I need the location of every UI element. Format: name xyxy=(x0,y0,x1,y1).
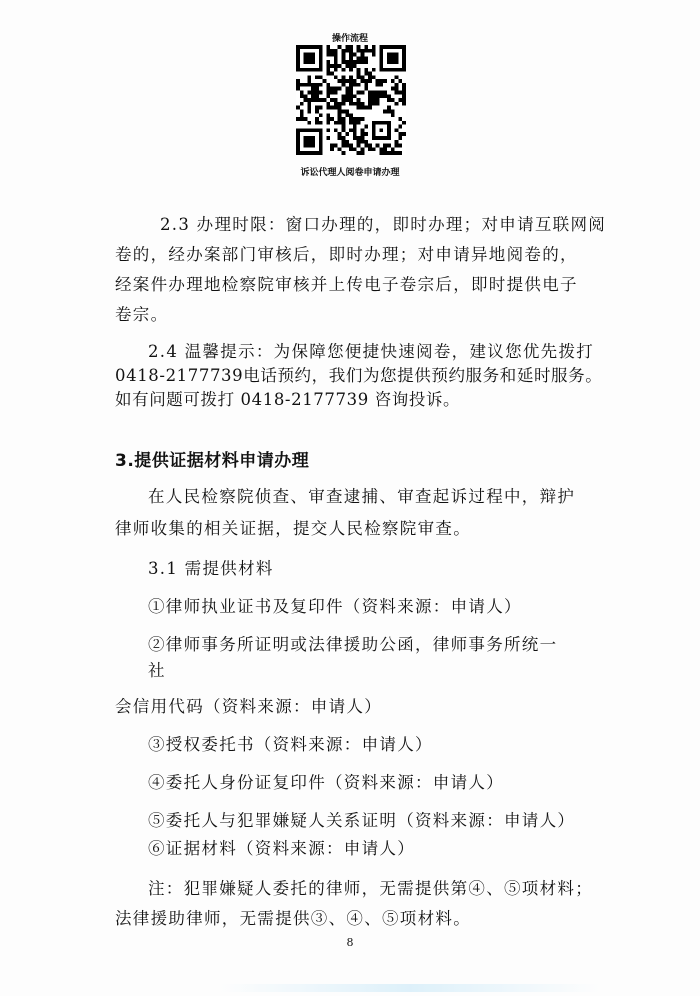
note-line-2: 法律援助律师，无需提供③、④、⑤项材料。 xyxy=(115,909,471,928)
note-line-1: 注：犯罪嫌疑人委托的律师，无需提供第④、⑤项材料； xyxy=(148,879,593,898)
section-3-heading: 3.提供证据材料申请办理 xyxy=(115,451,310,471)
material-item-4: ④委托人身份证复印件（资料来源：申请人） xyxy=(148,773,504,792)
qr-caption-bottom: 诉讼代理人阅卷申请办理 xyxy=(300,168,400,178)
material-item-6: ⑥证据材料（资料来源：申请人） xyxy=(148,839,415,858)
material-item-2-line-2: 社 xyxy=(148,661,166,680)
section-2-4-line-1: 2.4 温馨提示：为保障您便捷快速阅卷，建议您优先拨打 xyxy=(148,342,595,361)
material-item-5: ⑤委托人与犯罪嫌疑人关系证明（资料来源：申请人） xyxy=(148,811,576,830)
section-2-4-line-3: 如有问题可拨打 0418-2177739 咨询投诉。 xyxy=(115,390,461,409)
section-3-intro-line-1: 在人民检察院侦查、审查逮捕、审查起诉过程中，辩护 xyxy=(148,487,576,506)
section-2-4-line-2: 0418-2177739电话预约，我们为您提供预约服务和延时服务。 xyxy=(115,366,603,385)
scan-artifact xyxy=(220,984,600,992)
material-item-2-line-1: ②律师事务所证明或法律援助公函，律师事务所统一 xyxy=(148,635,558,654)
page-number: 8 xyxy=(346,936,354,949)
section-2-3-line-4: 卷宗。 xyxy=(115,305,169,324)
qr-code-image xyxy=(296,45,406,155)
material-item-1: ①律师执业证书及复印件（资料来源：申请人） xyxy=(148,597,522,616)
section-2-3-line-1: 2.3 办理时限：窗口办理的，即时办理；对申请互联网阅 xyxy=(160,215,607,234)
material-item-2-line-3: 会信用代码（资料来源：申请人） xyxy=(115,697,382,716)
section-3-intro-line-2: 律师收集的相关证据，提交人民检察院审查。 xyxy=(115,519,471,538)
section-3-1-heading: 3.1 需提供材料 xyxy=(148,559,274,578)
material-item-3: ③授权委托书（资料来源：申请人） xyxy=(148,735,433,754)
qr-caption-top: 操作流程 xyxy=(331,34,368,44)
section-2-3-line-2: 卷的，经办案部门审核后，即时办理；对申请异地阅卷的， xyxy=(115,245,578,264)
section-2-3-line-3: 经案件办理地检察院审核并上传电子卷宗后，即时提供电子 xyxy=(115,275,578,294)
